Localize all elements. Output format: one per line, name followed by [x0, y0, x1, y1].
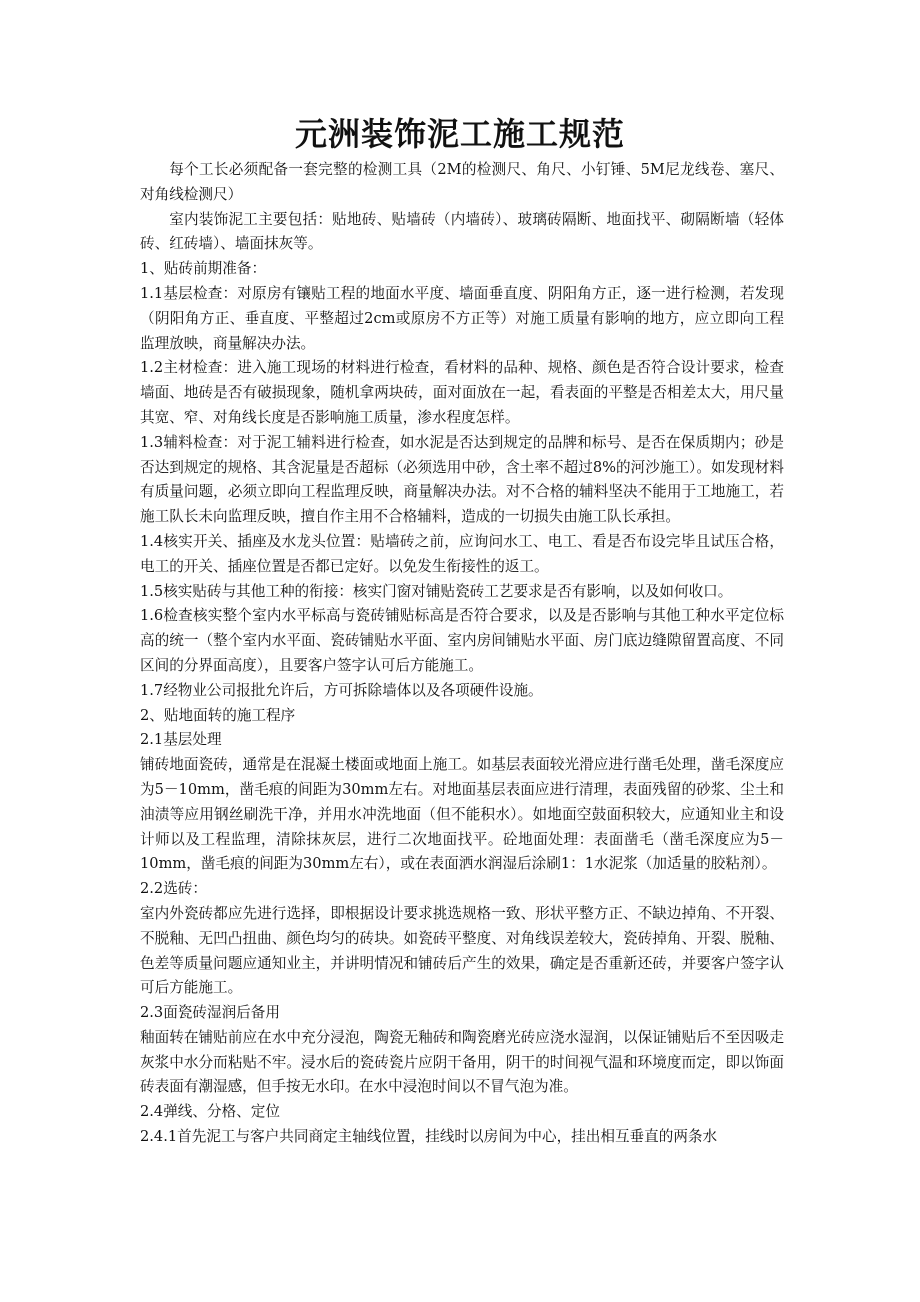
paragraph: 1.4核实开关、插座及水龙头位置：贴墙砖之前，应询问水工、电工、看是否布设完毕且试压合格，电工的开关、插座位置是否都已定好。以免发生衔接性的返工。: [140, 532, 784, 575]
paragraph: 每个工长必须配备一套完整的检测工具（2M的检测尺、角尺、小钉锤、5M尼龙线卷、塞尺、对角线检测尺）: [140, 161, 784, 203]
document-title: 元洲装饰泥工施工规范: [294, 115, 625, 153]
paragraph: 室内装饰泥工主要包括：贴地砖、贴墙砖（内墙砖）、玻璃砖隔断、地面找平、砌隔断墙（轻体砖、红砖墙）、墙面抹灰等。: [140, 210, 784, 253]
subsection-heading: 2.3面瓷砖湿润后备用: [140, 1004, 280, 1022]
subsection-heading: 2.4弹线、分格、定位: [140, 1103, 280, 1121]
paragraph: 铺砖地面瓷砖，通常是在混凝土楼面或地面上施工。如基层表面较光滑应进行凿毛处理，凿毛深度应为5－10mm，凿毛痕的间距为30mm左右。对地面基层表面应进行清理，表面残留的砂浆、尘土和油渍等应用钢丝刷洗干净，并用水冲洗地面（但不能积水）。如地面空鼓面积较大，应通知业主和设计师以及工程监理，清除抹灰层，进行二次地面找平。砼地面处理：表面凿毛（凿毛深度应为5－10mm，凿毛痕的间距为30mm左右），或在表面洒水润湿后涂刷1：1水泥浆（加适量的胶粘剂）。: [140, 756, 784, 873]
paragraph: 1.1基层检查：对原房有镶贴工程的地面水平度、墙面垂直度、阴阳角方正，逐一进行检测，若发现（阴阳角方正、垂直度、平整超过2cm或原房不方正等）对施工质量有影响的地方，应立即向工程监理放映，商量解决办法。: [140, 284, 784, 352]
paragraph: 1.3辅料检查：对于泥工辅料进行检查，如水泥是否达到规定的品牌和标号、是否在保质期内；砂是否达到规定的规格、其含泥量是否超标（必须选用中砂，含土率不超过8%的河沙施工）。如发现材料有质量问题，必须立即向工程监理反映，商量解决办法。对不合格的辅料坚决不能用于工地施工，若施工队长未向监理反映，擅自作主用不合格辅料，造成的一切损失由施工队长承担。: [140, 433, 784, 526]
paragraph: 1.7经物业公司报批允许后，方可拆除墙体以及各项硬件设施。: [140, 681, 543, 699]
paragraph: 室内外瓷砖都应先进行选择，即根据设计要求挑选规格一致、形状平整方正、不缺边掉角、不开裂、不脱釉、无凹凸扭曲、颜色均匀的砖块。如瓷砖平整度、对角线误差较大，瓷砖掉角、开裂、脱釉、色差等质量问题应通知业主，并讲明情况和铺砖后产生的效果，确定是否重新还砖，并要客户签字认可后方能施工。: [140, 904, 784, 997]
section-heading: 1、贴砖前期准备：: [140, 260, 267, 278]
paragraph: 1.6检查核实整个室内水平标高与瓷砖铺贴标高是否符合要求，以及是否影响与其他工种水平定位标高的统一（整个室内水平面、瓷砖铺贴水平面、室内房间铺贴水平面、房门底边缝隙留置高度、不同区间的分界面高度），且要客户签字认可后方能施工。: [140, 607, 784, 674]
paragraph: 2.4.1首先泥工与客户共同商定主轴线位置，挂线时以房间为中心，挂出相互垂直的两条水: [140, 1128, 718, 1146]
section-heading: 2、贴地面转的施工程序: [140, 706, 296, 724]
document-body: [140, 158, 784, 1150]
paragraph: 1.2主材检查：进入施工现场的材料进行检查，看材料的品种、规格、颜色是否符合设计要求，检查墙面、地砖是否有破损现象，随机拿两块砖，面对面放在一起，看表面的平整是否相差太大，用尺量其宽、窄、对角线长度是否影响施工质量，渗水程度怎样。: [140, 359, 784, 426]
paragraph: 1.5核实贴砖与其他工种的衔接：核实门窗对铺贴瓷砖工艺要求是否有影响，以及如何收口。: [140, 582, 733, 600]
subsection-heading: 2.2选砖：: [140, 880, 207, 898]
subsection-heading: 2.1基层处理: [140, 731, 222, 749]
paragraph: 釉面转在铺贴前应在水中充分浸泡，陶瓷无釉砖和陶瓷磨光砖应浇水湿润，以保证铺贴后不至因吸走灰浆中水分而粘贴不牢。浸水后的瓷砖瓷片应阴干备用，阴干的时间视气温和环境度而定，即以饰面砖表面有潮湿感，但手按无水印。在水中浸泡时间以不冒气泡为准。: [140, 1028, 784, 1096]
